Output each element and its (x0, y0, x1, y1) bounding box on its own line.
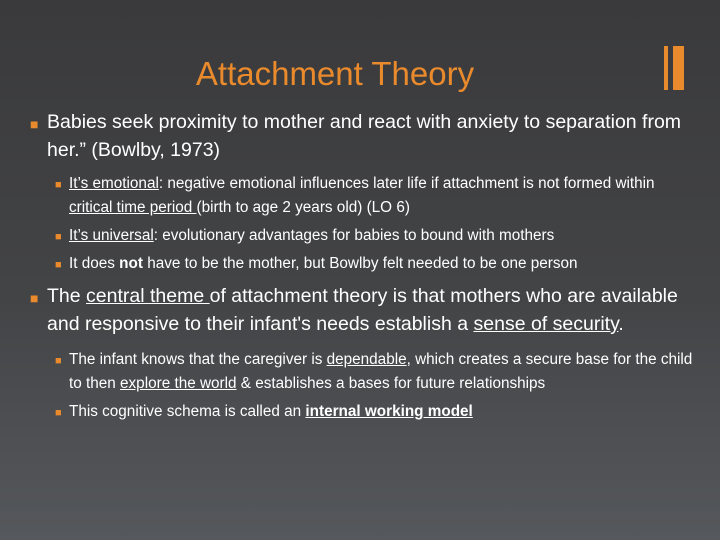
bullet-text: . (618, 313, 624, 335)
square-bullet-icon: ■ (30, 116, 39, 132)
accent-bar-thin (664, 46, 668, 90)
sub-bullet-emotional (55, 172, 698, 220)
sub-bullet-not-mother (55, 252, 698, 276)
bullet-text: The (47, 285, 87, 307)
underlined-term: It’s universal (69, 227, 154, 244)
slide-title: Attachment Theory (195, 55, 475, 92)
underlined-term: sense of security (473, 313, 619, 335)
bullet-text: & establishes a bases for future relationships (236, 375, 546, 392)
bullet-text: (birth to age 2 years old) (LO 6) (196, 199, 410, 216)
bullet-text: , which creates a secure base for the child to then (69, 351, 693, 392)
bullet-text: Babies seek proximity to mother and react with anxiety to separation from her.” (Bowlby, 1973) (47, 111, 682, 161)
sub-bullet-working-model (55, 400, 698, 424)
sub-bullet-universal (55, 224, 698, 248)
bullet-text: have to be the mother, but Bowlby felt needed to be one person (142, 255, 578, 272)
square-bullet-icon: ■ (55, 259, 62, 271)
square-bullet-icon: ■ (55, 355, 62, 367)
bullet-point-2 (30, 282, 698, 338)
bullet-text: : evolutionary advantages for babies to bound with mothers (153, 227, 555, 244)
slide-body (30, 108, 698, 428)
square-bullet-icon: ■ (55, 407, 62, 419)
sub-bullet-dependable (55, 348, 698, 396)
underlined-term: critical time period (69, 199, 197, 216)
bullet-text: : negative emotional influences later life if attachment is not formed within (158, 175, 655, 192)
underlined-term: central theme (86, 285, 210, 307)
square-bullet-icon: ■ (55, 179, 62, 191)
bullet-text: It does (69, 255, 120, 272)
square-bullet-icon: ■ (30, 290, 39, 306)
bullet-text: of attachment theory is that mothers who are available and responsive to their infant's needs establish a (47, 285, 678, 335)
underlined-term: It’s emotional (69, 175, 159, 192)
bullet-text: This cognitive schema is called an (69, 403, 306, 420)
underlined-term: dependable (326, 351, 407, 368)
bullet-point-1 (30, 108, 698, 164)
square-bullet-icon: ■ (55, 231, 62, 243)
bullet-text: The infant knows that the caregiver is (69, 351, 327, 368)
accent-bar-thick (673, 46, 684, 90)
underlined-term: internal working model (305, 403, 473, 420)
underlined-term: explore the world (120, 375, 237, 392)
bold-term: not (119, 255, 143, 272)
